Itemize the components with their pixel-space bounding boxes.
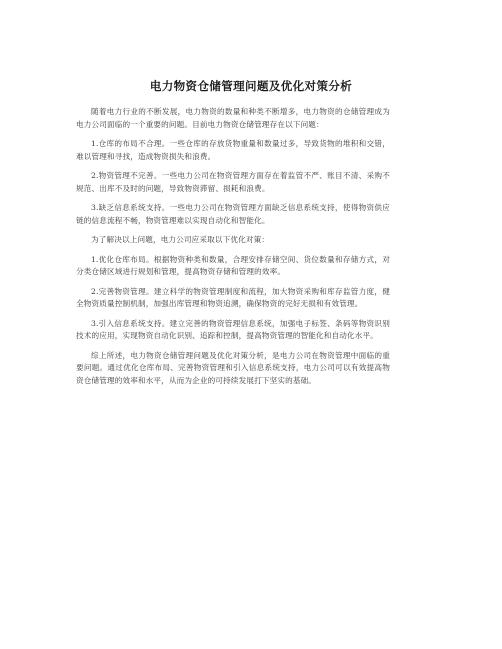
paragraph-conclusion: 综上所述，电力物资仓储管理问题及优化对策分析，是电力公司在物资管理中面临的重要问题。通过优化仓库布局、完善物资管理和引入信息系统支持，电力公司可以有效提高物资仓储管理的效率和水平，从而为企业的可持续发展打下坚实的基础。 bbox=[76, 350, 390, 385]
paragraph-solution-3: 3.引入信息系统支持。建立完善的物资管理信息系统，加强电子标签、条码等物资识别技术的应用，实现物资自动化识别、追踪和控制，提高物资管理的智能化和自动化水平。 bbox=[76, 318, 390, 340]
paragraph-solution-2: 2.完善物资管理。建立科学的物资管理制度和流程，加大物资采购和库存监管力度，健全物资质量控制机制，加强出库管理和物资追溯，确保物资的完好无损和有效管理。 bbox=[76, 286, 390, 308]
paragraph-problem-1: 1.仓库的布局不合理。一些仓库的存放货物重量和数量过多，导致货物的堆积和交错，难以管理和寻找，造成物资损失和浪费。 bbox=[76, 139, 390, 161]
paragraph-problem-3: 3.缺乏信息系统支持。一些电力公司在物资管理方面缺乏信息系统支持，使得物资供应链的信息流程不畅，物资管理难以实现自动化和智能化。 bbox=[76, 203, 390, 225]
paragraph-solution-1: 1.优化仓库布局。根据物资种类和数量，合理安排存储空间、货位数量和存储方式，对分类仓储区域进行规划和管理，提高物资存储和管理的效率。 bbox=[76, 254, 390, 276]
paragraph-solutions-intro: 为了解决以上问题，电力公司应采取以下优化对策： bbox=[91, 235, 270, 244]
document-title: 电力物资仓储管理问题及优化对策分析 bbox=[149, 79, 353, 93]
document-body bbox=[76, 106, 390, 394]
paragraph-problem-2: 2.物资管理不完善。一些电力公司在物资管理方面存在着监管不严、账目不清、采购不规范、出库不及时的问题，导致物资滞留、损耗和浪费。 bbox=[76, 171, 390, 193]
paragraph-intro: 随着电力行业的不断发展，电力物资的数量和种类不断增多，电力物资的仓储管理成为电力公司面临的一个重要的问题。目前电力物资仓储管理存在以下问题： bbox=[76, 107, 390, 129]
